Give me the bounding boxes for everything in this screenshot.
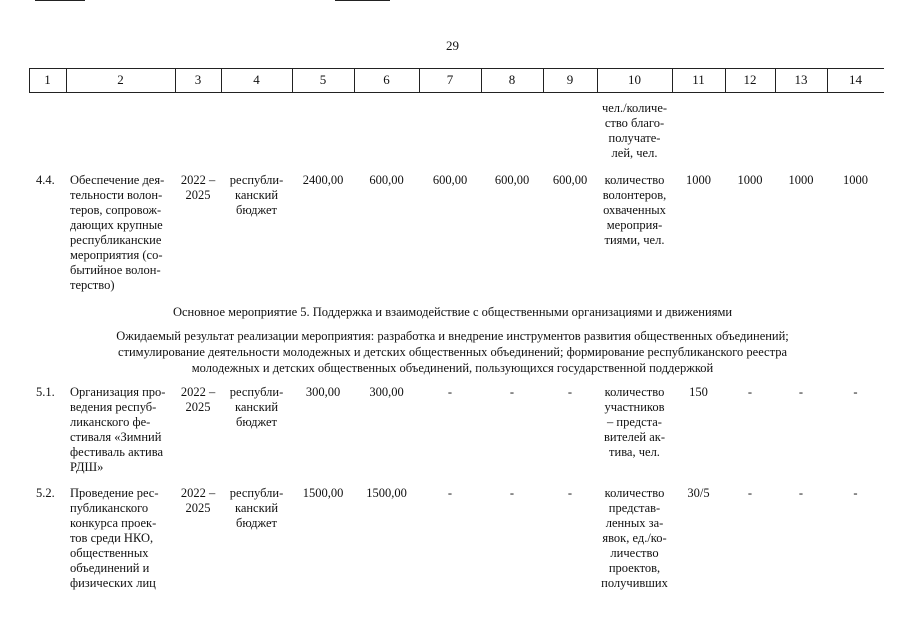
cell-col-7: 600,00 (432, 173, 468, 187)
cell-col-14: - (853, 486, 858, 500)
cell-col-6: 1500,00 (366, 486, 407, 500)
cell-col-13: - (798, 385, 804, 399)
cell-col-14: - (853, 385, 858, 399)
cell-col-8: - (509, 486, 515, 500)
cell-col-5: 300,00 (305, 385, 341, 399)
header-col-5: 5 (319, 72, 327, 87)
period: 2022 – 2025 (180, 385, 216, 414)
activity-name: Обеспечение дея- тельности волон- теров, сопровож- дающих крупные республиканские мероприятия (со- бытийное волон- терство) (70, 173, 165, 292)
expected-result-text: Ожидаемый результат реализации мероприятия: разработка и внедрение инструментов развития общественных объединений; стимулирование деятельности молодежных и детских общественных объединений; формирование республиканского реестра молодежных и детских общественных объединений, пользующихся государственной поддержкой (116, 329, 789, 375)
cell-col-11: 1000 (686, 173, 711, 187)
header-col-14: 14 (849, 72, 862, 87)
cell-col-12: 1000 (737, 173, 763, 187)
header-col-11: 11 (692, 72, 705, 87)
header-col-7: 7 (446, 72, 454, 87)
row-number: 4.4. (36, 173, 55, 187)
indicator-text: количество волонтеров, охваченных мероприя- тиями, чел. (602, 173, 667, 247)
header-col-1: 1 (44, 72, 51, 87)
cell-col-9: 600,00 (552, 173, 588, 187)
cell-col-7: - (447, 486, 453, 500)
cell-col-13: - (798, 486, 804, 500)
cell-col-6: 600,00 (369, 173, 404, 187)
expected-result (0, 328, 905, 376)
header-col-8: 8 (508, 72, 516, 87)
cell-col-9: - (567, 385, 573, 399)
cell-col-12: - (747, 486, 753, 500)
funding-source: республи- канский бюджет (229, 486, 284, 530)
activity-name: Организация про- ведения респуб- ликанского фе- стиваля «Зимний фестиваль актива РДШ» (70, 385, 166, 474)
row-number: 5.2. (36, 486, 55, 500)
cell-col-13: 1000 (788, 173, 814, 187)
indicator-text: количество участников – предста- вителей ак- тива, чел. (604, 385, 665, 459)
cell-col-8: - (509, 385, 515, 399)
cell-col-6: 300,00 (369, 385, 404, 399)
cell-col-5: 2400,00 (302, 173, 344, 187)
cell-col-5: 1500,00 (302, 486, 344, 500)
funding-source: республи- канский бюджет (229, 385, 284, 429)
funding-source: республи- канский бюджет (229, 173, 284, 217)
header-bottom-border (29, 92, 884, 93)
continued-indicator-text: чел./количе- ство благо- получате- лей, чел. (601, 101, 668, 160)
section-title: Основное мероприятие 5. Поддержка и взаимодействие с общественными организациями и движениями (172, 305, 733, 319)
header-col-6: 6 (383, 72, 390, 87)
cell-col-11: 150 (689, 385, 708, 399)
cell-col-12: - (747, 385, 753, 399)
cell-col-7: - (447, 385, 453, 399)
header-col-12: 12 (743, 72, 757, 87)
cell-col-8: 600,00 (494, 173, 530, 187)
header-col-3: 3 (194, 72, 202, 87)
top-rule-left (35, 0, 85, 1)
period: 2022 – 2025 (180, 173, 216, 202)
cell-col-11: 30/5 (687, 486, 710, 500)
row-number: 5.1. (36, 385, 55, 399)
period: 2022 – 2025 (180, 486, 216, 515)
header-col-9: 9 (566, 72, 574, 87)
header-col-2: 2 (117, 72, 124, 87)
header-col-10: 10 (628, 72, 641, 87)
header-col-4: 4 (253, 72, 260, 87)
top-rule-mid (335, 0, 390, 1)
cell-col-9: - (567, 486, 573, 500)
header-col-13: 13 (794, 72, 808, 87)
cell-col-14: 1000 (843, 173, 868, 187)
indicator-text: количество представ- ленных за- явок, ед./ко- личество проектов, получивших (601, 486, 668, 590)
page-number: 29 (446, 38, 459, 53)
activity-name: Проведение рес- публиканского конкурса проек- тов среди НКО, общественных объединений и физических лиц (70, 486, 159, 590)
